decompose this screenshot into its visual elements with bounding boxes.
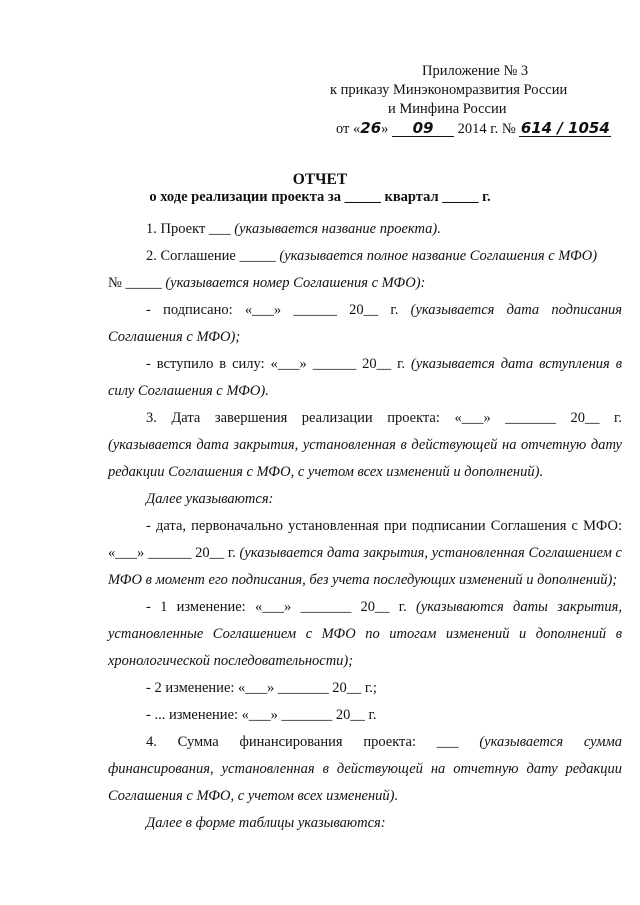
paragraph-text: - вступило в силу: «___» ______ 20__ г. [146, 356, 412, 372]
appendix-line-1: Приложение № 3 [422, 63, 529, 79]
order-day-handwritten: 26 [360, 119, 382, 137]
paragraph-text: 3. Дата завершения реализации проекта: «___» _______ 20__ г. [146, 410, 622, 426]
order-date-close: » [381, 121, 389, 137]
paragraph-text: - 2 изменение: «___» _______ 20__ г.; [146, 680, 377, 696]
report-title: ОТЧЕТ [292, 171, 348, 188]
paragraph-text: 2. Соглашение _____ [146, 248, 280, 264]
paragraph-note: (указывается сумма финансирования, установленная в действующей на отчетную дату редакции Соглашения с МФО, с учетом всех изменений). [108, 734, 622, 804]
paragraph-change-2 [108, 675, 622, 702]
paragraph-note: (указывается название проекта). [234, 221, 441, 237]
paragraph-text: 1. Проект ___ [146, 221, 235, 237]
paragraph-text: № _____ [108, 275, 166, 291]
appendix-line-3: и Минфина России [388, 101, 507, 117]
paragraph-text: - подписано: «___» ______ 20__ г. [146, 302, 411, 318]
paragraph-signed [0, 297, 622, 351]
paragraph-note: (указываются даты закрытия, установленные Соглашением с МФО по итогам изменений и дополнений в хронологической последовательности); [108, 599, 622, 669]
paragraph-effective [108, 351, 622, 405]
paragraph-text: - дата, первоначально установленная при подписании Соглашения с МФО: «___» ______ 20__ г. [108, 518, 622, 561]
paragraph-note: (указывается дата вступления в силу Соглашения с МФО). [108, 356, 623, 399]
paragraph-initial-date [108, 513, 622, 594]
paragraph-text: 4. Сумма финансирования проекта: ___ [146, 734, 480, 750]
paragraph-project [108, 216, 622, 243]
paragraph-completion-date [108, 405, 622, 486]
paragraph-agreement-number [108, 270, 622, 297]
order-year: 2014 г. № [457, 121, 516, 137]
order-month-handwritten: 09 [392, 121, 454, 137]
appendix-line-2: к приказу Минэкономразвития России [330, 82, 568, 98]
report-body [108, 216, 622, 837]
paragraph-note: (указывается дата закрытия, установленная Соглашением с МФО в момент его подписания, без учета последующих изменений и дополнений); [108, 545, 622, 588]
paragraph-text: - ... изменение: «___» _______ 20__ г. [146, 707, 377, 723]
paragraph-further [108, 486, 622, 513]
paragraph-note: (указывается дата подписания Соглашения с МФО); [108, 302, 623, 345]
paragraph-change-1 [108, 594, 622, 675]
appendix-line-4 [330, 119, 610, 139]
order-number-handwritten: 614 / 1054 [520, 119, 610, 137]
paragraph-change-n [108, 702, 622, 729]
paragraph-note: Далее в форме таблицы указываются: [146, 815, 386, 831]
paragraph-agreement [108, 243, 622, 270]
appendix-header [330, 62, 610, 139]
paragraph-note: (указывается дата закрытия, установленная в действующей на отчетную дату редакции Соглашения с МФО, с учетом всех изменений и дополнений). [108, 437, 622, 480]
paragraph-text: - 1 изменение: «___» _______ 20__ г. [146, 599, 416, 615]
report-subtitle: о ходе реализации проекта за _____ квартал _____ г. [149, 189, 491, 205]
paragraph-note: Далее указываются: [146, 491, 274, 507]
paragraph-table-intro [108, 810, 622, 837]
paragraph-funding [108, 729, 622, 810]
paragraph-note: (указывается полное название Соглашения с МФО) [279, 248, 598, 264]
order-date-prefix: от « [336, 121, 361, 137]
paragraph-note: (указывается номер Соглашения с МФО): [165, 275, 426, 291]
